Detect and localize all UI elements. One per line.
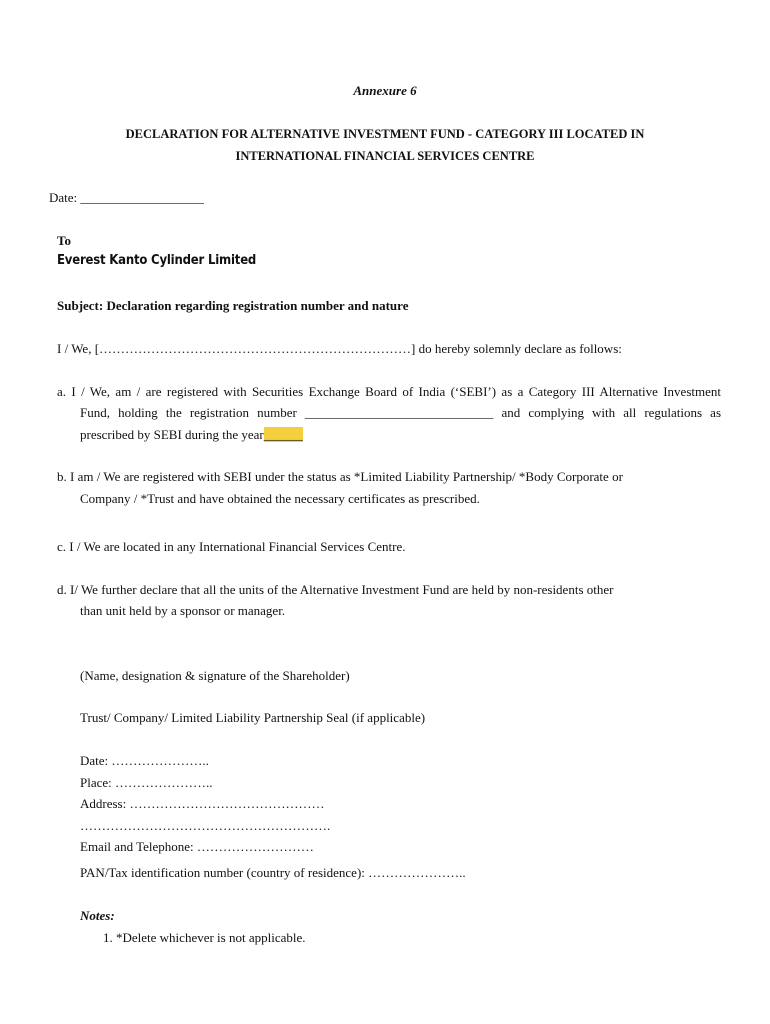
item-d-line1: d. I/ We further declare that all the units of the Alternative Investment Fund are held by non-residents other: [57, 582, 614, 597]
year-blank-highlight: ______: [263, 427, 303, 442]
document-title-line1: DECLARATION FOR ALTERNATIVE INVESTMENT FUND - CATEGORY III LOCATED IN: [125, 127, 645, 141]
item-b-line1: b. I am / We are registered with SEBI under the status as *Limited Liability Partnership/ *Body Corporate or: [57, 469, 623, 484]
item-c: c. I / We are located in any International Financial Services Centre.: [57, 539, 406, 554]
address-field-line2: ………………………………………………….: [80, 818, 331, 833]
email-telephone-field: Email and Telephone: ………………………: [80, 839, 314, 854]
signature-caption: (Name, designation & signature of the Shareholder): [80, 668, 350, 683]
sign-date-field: Date: …………………..: [80, 753, 209, 768]
seal-caption: Trust/ Company/ Limited Liability Partnership Seal (if applicable): [80, 710, 426, 725]
addressee-name: Everest Kanto Cylinder Limited: [57, 253, 257, 268]
date-field: Date: ___________________: [49, 190, 204, 205]
address-field-line1: Address: ………………………………………: [80, 796, 325, 811]
item-a-line3-text: prescribed by SEBI during the year: [80, 427, 264, 442]
annexure-heading: Annexure 6: [353, 83, 417, 98]
document-title-line2: INTERNATIONAL FINANCIAL SERVICES CENTRE: [235, 149, 535, 163]
place-field: Place: …………………..: [80, 775, 213, 790]
notes-heading: Notes:: [80, 908, 115, 923]
item-a-line2: Fund, holding the registration number _____________________________ and complying with all regulations as: [80, 405, 721, 420]
item-a-line3: [80, 427, 303, 443]
declaration-intro: I / We, [………………………………………………………………] do hereby solemnly declare as follows:: [57, 341, 622, 356]
to-label: To: [57, 233, 71, 248]
subject-line: Subject: Declaration regarding registration number and nature: [57, 298, 409, 313]
note-item: 1. *Delete whichever is not applicable.: [103, 930, 306, 945]
item-d-line2: than unit held by a sponsor or manager.: [80, 603, 286, 618]
item-a-line1: a. I / We, am / are registered with Securities Exchange Board of India (‘SEBI’) as a Category III Alternative Investment: [57, 384, 721, 399]
item-b-line2: Company / *Trust and have obtained the necessary certificates as prescribed.: [80, 491, 480, 506]
pan-field: PAN/Tax identification number (country of residence): …………………..: [80, 865, 466, 880]
